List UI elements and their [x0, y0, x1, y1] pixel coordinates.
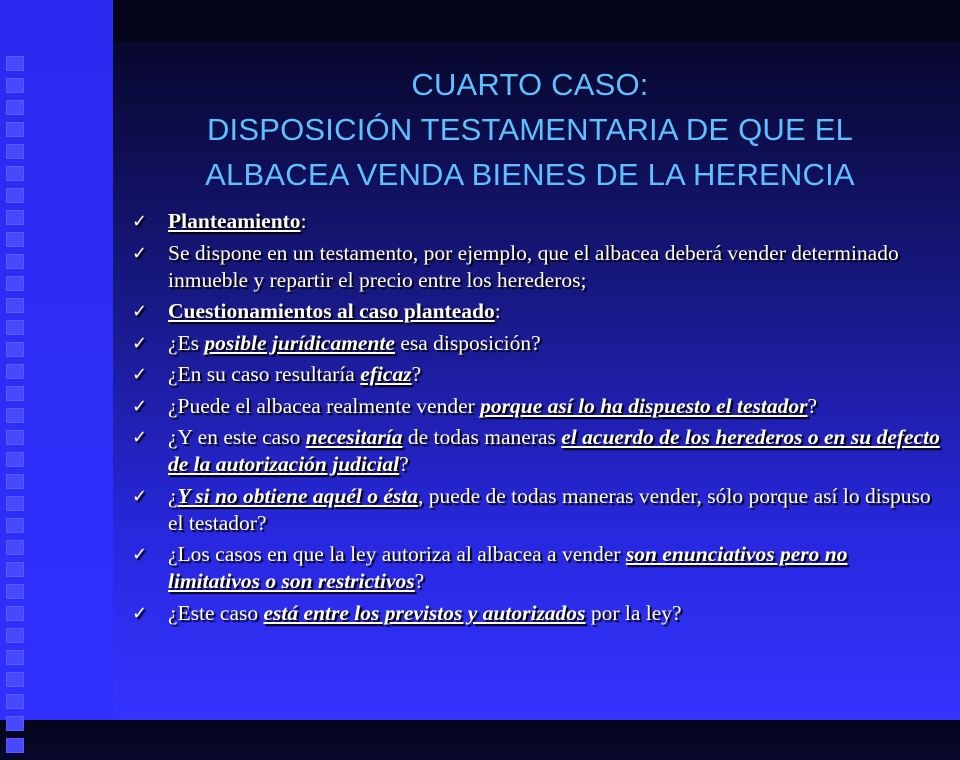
bullet-text: ¿Los casos en que la ley autoriza al albacea a vender — [168, 542, 626, 566]
bullet-text: ? — [411, 362, 422, 386]
checkmark-icon: ✓ — [132, 427, 148, 448]
checkmark-icon: ✓ — [132, 485, 148, 507]
emphasized-text: eficaz — [360, 362, 412, 386]
bullet-item — [130, 600, 942, 627]
bullet-text: : — [300, 209, 307, 233]
bullet-item — [130, 361, 942, 388]
bullet-text: esa disposición? — [394, 330, 541, 355]
bullet-text: : — [494, 299, 501, 323]
bullet-text: ¿Es — [168, 330, 205, 355]
bullet-item — [130, 483, 942, 537]
bullet-text: ¿Y en este caso — [168, 425, 306, 449]
slide-title — [130, 62, 930, 197]
checkmark-icon: ✓ — [132, 242, 148, 264]
emphasized-text: Planteamiento — [168, 209, 301, 233]
bullet-text: ¿En su caso resultaría — [168, 362, 361, 386]
emphasized-text: el acuerdo de los herederos o en su defecto de la autorización judicial — [168, 425, 940, 476]
bullet-item — [130, 330, 942, 357]
top-decorative-band — [113, 0, 960, 42]
checkmark-icon: ✓ — [132, 301, 148, 322]
bullet-text: ? — [399, 452, 409, 476]
checkmark-icon: ✓ — [132, 364, 148, 385]
checkmark-icon: ✓ — [132, 211, 148, 232]
bullet-text: ? — [414, 569, 425, 593]
bullet-text: ? — [807, 393, 818, 418]
checkmark-icon: ✓ — [132, 602, 148, 624]
emphasized-text: son enunciativos pero no limitativos o son restrictivos — [168, 542, 848, 593]
decorative-squares — [6, 56, 28, 760]
emphasized-text: necesitaría — [305, 425, 403, 449]
bullet-item — [130, 208, 942, 235]
title-line: CUARTO CASO: — [411, 67, 649, 102]
emphasized-text: posible jurídicamente — [204, 330, 395, 355]
checkmark-icon: ✓ — [132, 332, 148, 354]
bullet-text: de todas maneras — [402, 425, 562, 449]
emphasized-text: está entre los previstos y autorizados — [263, 600, 586, 625]
title-line: DISPOSICIÓN TESTAMENTARIA DE QUE EL — [206, 112, 854, 147]
bullet-item — [130, 541, 942, 595]
bullet-list — [130, 208, 942, 631]
emphasized-text: porque así lo ha dispuesto el testador — [480, 393, 808, 418]
bullet-item — [130, 240, 942, 294]
checkmark-icon: ✓ — [132, 544, 148, 565]
bullet-text: ¿Puede el albacea realmente vender — [168, 393, 481, 418]
bullet-item — [130, 298, 942, 325]
bullet-text: por la ley? — [585, 600, 682, 625]
bullet-item — [130, 424, 942, 478]
left-decorative-band — [0, 0, 113, 720]
checkmark-icon: ✓ — [132, 395, 148, 417]
emphasized-text: Y si no obtiene aquél o ésta — [177, 483, 419, 508]
bullet-text: , puede de todas maneras vender, sólo porque así lo dispuso el testador? — [168, 483, 931, 535]
bullet-item — [130, 393, 942, 420]
title-line: ALBACEA VENDA BIENES DE LA HERENCIA — [205, 157, 855, 192]
emphasized-text: Cuestionamientos al caso planteado — [168, 299, 495, 323]
bullet-text: ¿ — [168, 483, 178, 508]
bullet-text: Se dispone en un testamento, por ejemplo, que el albacea deberá vender determinado inmueble y repartir el precio entre los herederos; — [168, 240, 899, 292]
bullet-text: ¿Este caso — [168, 600, 264, 625]
